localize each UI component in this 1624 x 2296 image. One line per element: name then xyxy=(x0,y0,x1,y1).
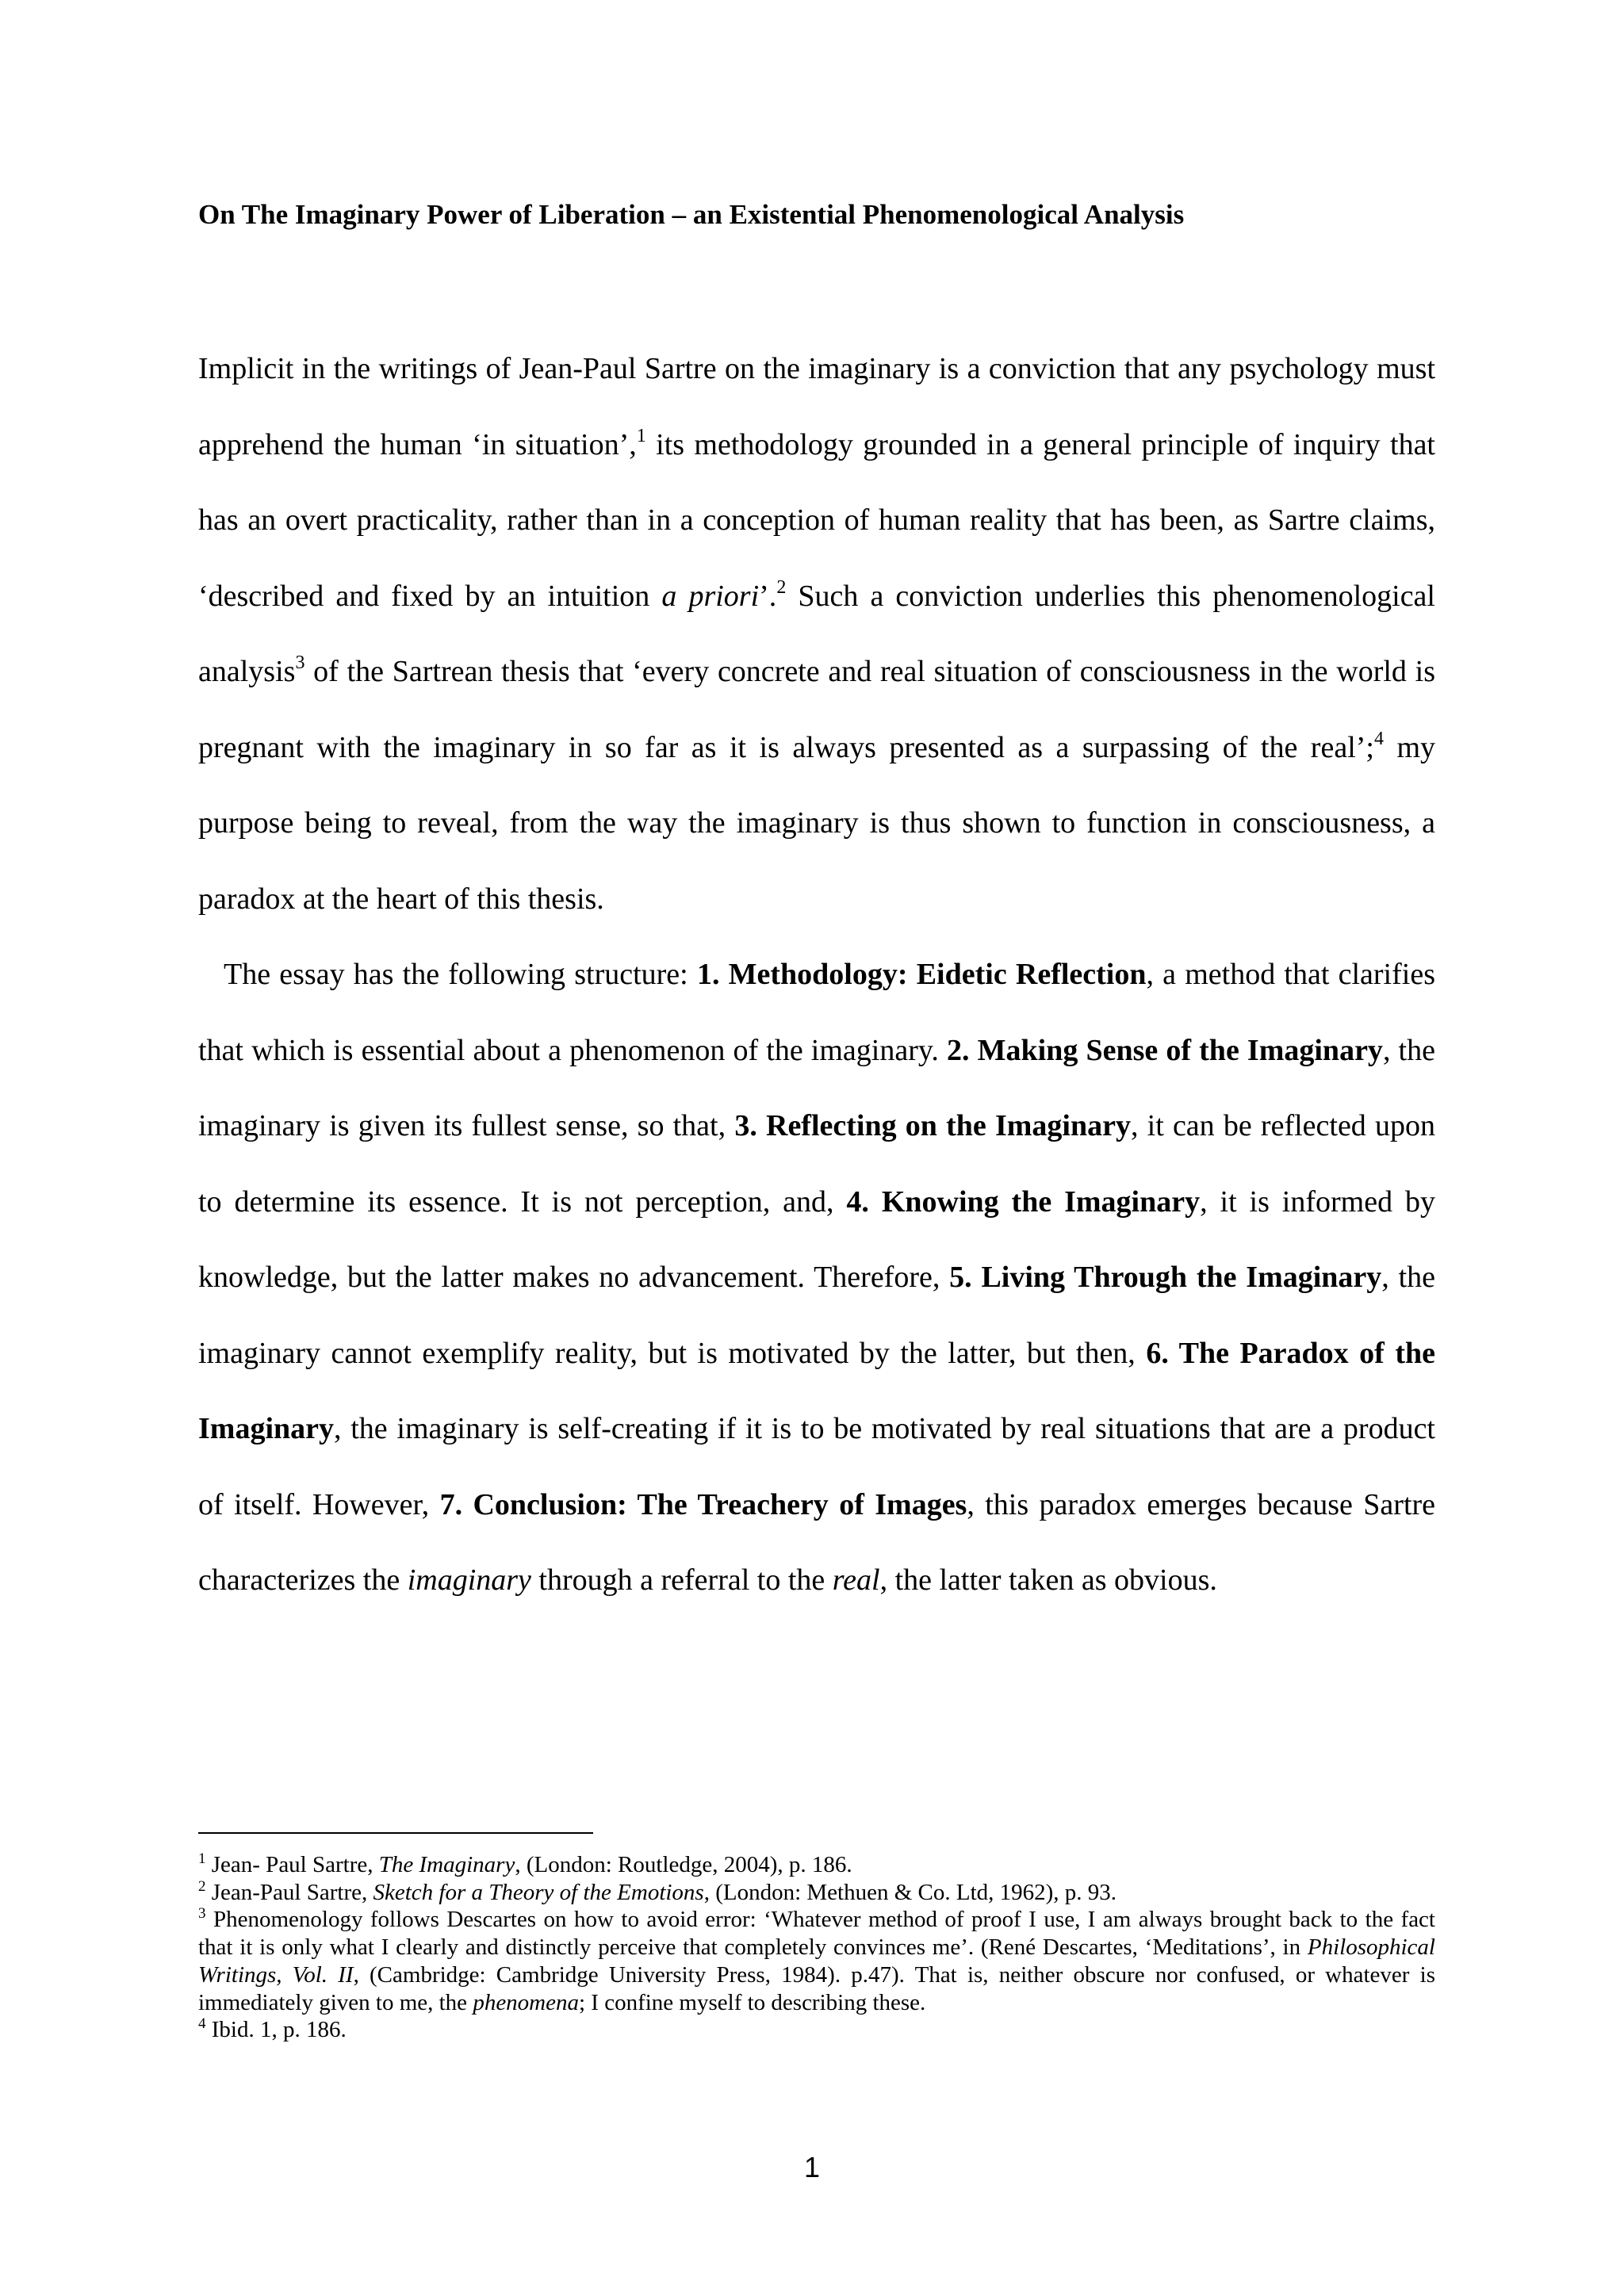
section-heading-4: 4. Knowing the Imaginary xyxy=(846,1184,1201,1219)
text-run: , a method that clarifies that which is essential about a phenomenon of the imaginary. xyxy=(198,958,1435,1067)
text-run: its methodology grounded in a general principle of inquiry that has an overt practicality, rather than in a conception of human reality that has been, as Sartre claims, ‘described and fixed by an intuition xyxy=(198,427,1435,613)
section-heading-1: 1. Methodology: Eidetic Reflection xyxy=(696,958,1147,991)
text-run: The essay has the following structure: xyxy=(224,958,697,991)
document-title: On The Imaginary Power of Liberation – an Existential Phenomenological Analysis xyxy=(198,199,1185,230)
footnote-number: 1 xyxy=(198,1850,206,1867)
italic-run: imaginary xyxy=(407,1563,531,1597)
text-run: of the Sartrean thesis that ‘every concrete and real situation of consciousness in the world is pregnant with the imaginary in so far as it is always presented as a surpassing of the real’; xyxy=(198,655,1435,764)
footnote-ref-3[interactable]: 3 xyxy=(295,652,305,673)
footnote-separator xyxy=(198,1832,593,1834)
footnote-4 xyxy=(198,2016,1435,2044)
text-run: , it is informed by knowledge, but the latter makes no advancement. Therefore, xyxy=(198,1184,1435,1294)
footnote-number: 4 xyxy=(198,2015,206,2033)
text-run: Such a conviction underlies this phenomenological analysis xyxy=(198,579,1435,688)
section-heading-2: 2. Making Sense of the Imaginary xyxy=(947,1033,1383,1067)
text-run: ’. xyxy=(759,579,777,613)
footnote-text: , (London: Routledge, 2004), p. 186. xyxy=(515,1852,852,1877)
italic-run: The Imaginary xyxy=(378,1852,515,1877)
footnote-text: Jean- Paul Sartre, xyxy=(205,1852,379,1877)
footnote-3 xyxy=(198,1906,1435,2016)
footnotes xyxy=(198,1851,1435,2044)
section-heading-5: 5. Living Through the Imaginary xyxy=(949,1261,1382,1294)
italic-run: real xyxy=(832,1563,880,1597)
text-run: , the latter taken as obvious. xyxy=(879,1563,1217,1597)
section-heading-7: 7. Conclusion: The Treachery of Images xyxy=(439,1487,967,1521)
paragraph-intro xyxy=(198,331,1435,937)
text-run: , the imaginary cannot exemplify reality, but is motivated by the latter, but then, xyxy=(198,1261,1435,1370)
section-heading-3: 3. Reflecting on the Imaginary xyxy=(734,1109,1131,1142)
footnote-text: Phenomenology follows Descartes on how to avoid error: ‘Whatever method of proof I use, I am always brought back to the fact that it is only what I clearly and distinctly perceive that completely convinces me’. (René Descartes, ‘Meditations’, in xyxy=(198,1907,1435,1961)
footnote-text: Jean-Paul Sartre, xyxy=(205,1879,373,1905)
page-number: 1 xyxy=(803,2151,821,2183)
italic-run: Philosophical Writings, Vol. II xyxy=(198,1934,1435,1988)
footnote-ref-1[interactable]: 1 xyxy=(636,425,646,446)
footnote-ref-2[interactable]: 2 xyxy=(776,576,787,598)
footnote-text: ; I confine myself to describing these. xyxy=(579,1989,926,2015)
footnote-ref-4[interactable]: 4 xyxy=(1373,728,1384,749)
italic-run: Sketch for a Theory of the Emotions xyxy=(373,1879,704,1905)
footnote-2 xyxy=(198,1879,1435,1907)
footnote-text: , (Cambridge: Cambridge University Press, 1984). p.47). That is, neither obscure nor confused, or whatever is immediately given to me, the xyxy=(198,1961,1435,2015)
text-run: , the imaginary is given its fullest sense, so that, xyxy=(198,1033,1435,1142)
body-text xyxy=(198,331,1435,1619)
text-run: , the imaginary is self-creating if it is to be motivated by real situations that are a product of itself. However, xyxy=(198,1412,1435,1521)
text-run: through a referral to the xyxy=(530,1563,833,1597)
footnote-text: Ibid. 1, p. 186. xyxy=(205,2017,347,2043)
paragraph-structure xyxy=(198,937,1435,1619)
text-run: , it can be reflected upon to determine its essence. It is not perception, and, xyxy=(198,1109,1435,1219)
italic-run: phenomena xyxy=(473,1989,579,2015)
text-run: , this paradox emerges because Sartre characterizes the xyxy=(198,1487,1436,1597)
footnote-text: , (London: Methuen & Co. Ltd, 1962), p. 93. xyxy=(703,1879,1117,1905)
section-heading-6: 6. The Paradox of the Imaginary xyxy=(198,1336,1435,1445)
footnote-number: 3 xyxy=(198,1905,206,1923)
footnote-1 xyxy=(198,1851,1435,1879)
text-run: Implicit in the writings of Jean-Paul Sartre on the imaginary is a conviction that any psychology must apprehend the human ‘in situation’, xyxy=(198,352,1435,461)
text-run: my purpose being to reveal, from the way the imaginary is thus shown to function in consciousness, a paradox at the heart of this thesis. xyxy=(198,730,1435,916)
footnote-number: 2 xyxy=(198,1877,206,1895)
italic-run: a priori xyxy=(661,579,760,613)
